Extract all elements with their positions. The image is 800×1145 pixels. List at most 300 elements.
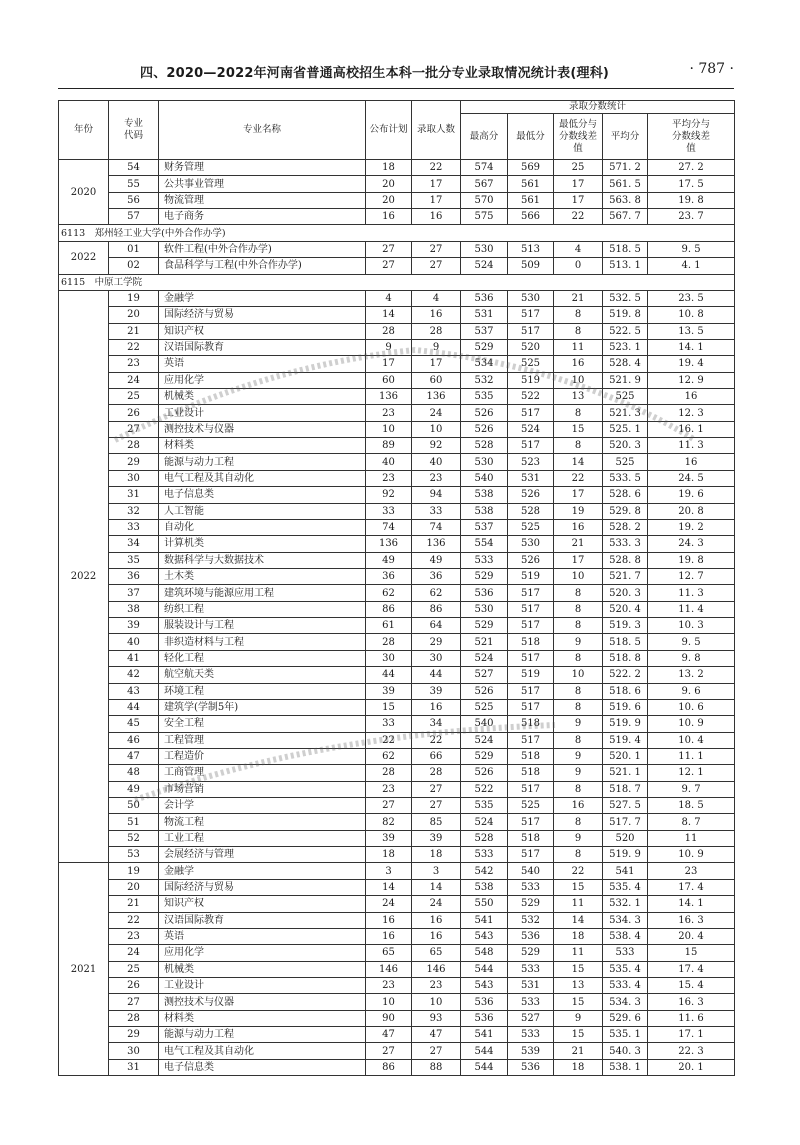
cell-admitted: 27 xyxy=(412,241,461,257)
cell-name: 航空航天类 xyxy=(159,667,366,683)
cell-plan: 86 xyxy=(366,1059,412,1075)
cell-avg-diff: 13. 5 xyxy=(648,323,735,339)
cell-min-diff: 10 xyxy=(554,372,603,388)
cell-plan: 22 xyxy=(366,732,412,748)
cell-code: 26 xyxy=(109,977,159,993)
cell-admitted: 23 xyxy=(412,977,461,993)
cell-avg: 518. 6 xyxy=(603,683,648,699)
cell-avg-diff: 23. 5 xyxy=(648,290,735,306)
cell-avg: 519. 9 xyxy=(603,847,648,863)
table-row xyxy=(59,160,735,176)
cell-name: 自动化 xyxy=(159,519,366,535)
cell-max: 550 xyxy=(461,896,508,912)
cell-avg: 525 xyxy=(603,389,648,405)
header-max: 最高分 xyxy=(461,114,508,160)
cell-avg-diff: 9. 5 xyxy=(648,634,735,650)
table-row xyxy=(59,601,735,617)
cell-admitted: 92 xyxy=(412,438,461,454)
cell-max: 575 xyxy=(461,209,508,225)
cell-plan: 136 xyxy=(366,536,412,552)
cell-min-diff: 16 xyxy=(554,519,603,535)
table-row xyxy=(59,945,735,961)
cell-min: 517 xyxy=(508,781,554,797)
cell-max: 526 xyxy=(461,421,508,437)
cell-avg: 528. 2 xyxy=(603,519,648,535)
cell-avg-diff: 22. 3 xyxy=(648,1043,735,1059)
cell-min: 533 xyxy=(508,1027,554,1043)
cell-min: 522 xyxy=(508,389,554,405)
cell-avg-diff: 10. 4 xyxy=(648,732,735,748)
cell-max: 535 xyxy=(461,389,508,405)
cell-avg: 518. 7 xyxy=(603,781,648,797)
cell-min-diff: 8 xyxy=(554,601,603,617)
cell-admitted: 49 xyxy=(412,552,461,568)
cell-min-diff: 17 xyxy=(554,552,603,568)
cell-max: 526 xyxy=(461,683,508,699)
cell-max: 538 xyxy=(461,879,508,895)
cell-min: 561 xyxy=(508,192,554,208)
cell-avg: 571. 2 xyxy=(603,160,648,176)
cell-code: 31 xyxy=(109,1059,159,1075)
cell-avg-diff: 23. 7 xyxy=(648,209,735,225)
cell-code: 49 xyxy=(109,781,159,797)
cell-min: 540 xyxy=(508,863,554,879)
cell-min-diff: 16 xyxy=(554,356,603,372)
table-row xyxy=(59,1059,735,1075)
cell-avg: 529. 8 xyxy=(603,503,648,519)
page-number: · 787 · xyxy=(689,61,734,77)
cell-admitted: 136 xyxy=(412,389,461,405)
cell-plan: 18 xyxy=(366,847,412,863)
cell-max: 574 xyxy=(461,160,508,176)
table-row xyxy=(59,912,735,928)
cell-avg-diff: 20. 8 xyxy=(648,503,735,519)
cell-code: 47 xyxy=(109,748,159,764)
cell-avg: 567. 7 xyxy=(603,209,648,225)
cell-avg: 518. 5 xyxy=(603,241,648,257)
cell-avg: 522. 2 xyxy=(603,667,648,683)
cell-min-diff: 9 xyxy=(554,830,603,846)
cell-plan: 39 xyxy=(366,683,412,699)
cell-min-diff: 21 xyxy=(554,290,603,306)
cell-min-diff: 8 xyxy=(554,618,603,634)
cell-admitted: 86 xyxy=(412,601,461,617)
header-year: 年份 xyxy=(59,101,109,160)
cell-min-diff: 8 xyxy=(554,405,603,421)
cell-name: 金融学 xyxy=(159,863,366,879)
table-body xyxy=(59,160,735,1076)
cell-avg: 532. 5 xyxy=(603,290,648,306)
cell-code: 33 xyxy=(109,519,159,535)
cell-min: 509 xyxy=(508,258,554,274)
cell-min: 519 xyxy=(508,667,554,683)
cell-max: 536 xyxy=(461,290,508,306)
school-name: 6115 中原工学院 xyxy=(59,274,735,290)
cell-plan: 146 xyxy=(366,961,412,977)
cell-max: 525 xyxy=(461,699,508,715)
table-row xyxy=(59,896,735,912)
cell-plan: 18 xyxy=(366,160,412,176)
cell-max: 533 xyxy=(461,552,508,568)
table-row xyxy=(59,372,735,388)
cell-name: 计算机类 xyxy=(159,536,366,552)
cell-code: 20 xyxy=(109,307,159,323)
cell-avg-diff: 13. 2 xyxy=(648,667,735,683)
cell-plan: 23 xyxy=(366,405,412,421)
cell-max: 540 xyxy=(461,470,508,486)
cell-admitted: 9 xyxy=(412,339,461,355)
table-row xyxy=(59,683,735,699)
cell-plan: 60 xyxy=(366,372,412,388)
cell-avg-diff: 14. 1 xyxy=(648,896,735,912)
cell-avg-diff: 10. 9 xyxy=(648,716,735,732)
cell-code: 27 xyxy=(109,421,159,437)
cell-name: 工程造价 xyxy=(159,748,366,764)
cell-admitted: 85 xyxy=(412,814,461,830)
cell-avg-diff: 11. 6 xyxy=(648,1010,735,1026)
table-row xyxy=(59,356,735,372)
cell-admitted: 66 xyxy=(412,748,461,764)
cell-max: 538 xyxy=(461,487,508,503)
cell-min: 530 xyxy=(508,536,554,552)
cell-min-diff: 8 xyxy=(554,585,603,601)
cell-avg-diff: 10. 6 xyxy=(648,699,735,715)
cell-plan: 10 xyxy=(366,421,412,437)
cell-admitted: 39 xyxy=(412,830,461,846)
cell-avg-diff: 14. 1 xyxy=(648,339,735,355)
school-row xyxy=(59,274,735,290)
cell-min: 526 xyxy=(508,552,554,568)
table-row xyxy=(59,830,735,846)
cell-code: 42 xyxy=(109,667,159,683)
cell-admitted: 27 xyxy=(412,258,461,274)
cell-min-diff: 8 xyxy=(554,438,603,454)
cell-avg: 520. 3 xyxy=(603,438,648,454)
cell-name: 食品科学与工程(中外合作办学) xyxy=(159,258,366,274)
page-title: 四、2020—2022年河南省普通高校招生本科一批分专业录取情况统计表(理科) xyxy=(140,66,610,81)
table-row xyxy=(59,699,735,715)
header-code-text: 专业代码 xyxy=(123,118,143,141)
cell-name: 电子信息类 xyxy=(159,1059,366,1075)
cell-max: 543 xyxy=(461,928,508,944)
cell-avg-diff: 12. 3 xyxy=(648,405,735,421)
cell-name: 知识产权 xyxy=(159,896,366,912)
table-row xyxy=(59,1043,735,1059)
cell-avg-diff: 19. 8 xyxy=(648,552,735,568)
cell-min: 530 xyxy=(508,290,554,306)
cell-plan: 74 xyxy=(366,519,412,535)
table-row xyxy=(59,241,735,257)
table-row xyxy=(59,258,735,274)
cell-min: 533 xyxy=(508,994,554,1010)
cell-admitted: 30 xyxy=(412,650,461,666)
cell-min: 517 xyxy=(508,847,554,863)
cell-min-diff: 15 xyxy=(554,421,603,437)
cell-avg: 518. 5 xyxy=(603,634,648,650)
cell-code: 22 xyxy=(109,912,159,928)
table-row xyxy=(59,667,735,683)
cell-min-diff: 25 xyxy=(554,160,603,176)
table-row xyxy=(59,290,735,306)
cell-avg: 561. 5 xyxy=(603,176,648,192)
cell-avg: 541 xyxy=(603,863,648,879)
cell-code: 40 xyxy=(109,634,159,650)
cell-code: 39 xyxy=(109,618,159,634)
cell-min: 519 xyxy=(508,372,554,388)
cell-plan: 17 xyxy=(366,356,412,372)
cell-admitted: 27 xyxy=(412,1043,461,1059)
cell-min: 518 xyxy=(508,765,554,781)
cell-admitted: 60 xyxy=(412,372,461,388)
cell-plan: 36 xyxy=(366,568,412,584)
cell-admitted: 44 xyxy=(412,667,461,683)
cell-admitted: 40 xyxy=(412,454,461,470)
cell-name: 电气工程及其自动化 xyxy=(159,470,366,486)
cell-plan: 16 xyxy=(366,209,412,225)
cell-min: 517 xyxy=(508,699,554,715)
cell-min-diff: 8 xyxy=(554,781,603,797)
cell-plan: 86 xyxy=(366,601,412,617)
cell-max: 528 xyxy=(461,438,508,454)
cell-admitted: 27 xyxy=(412,781,461,797)
cell-code: 24 xyxy=(109,372,159,388)
cell-name: 英语 xyxy=(159,356,366,372)
cell-max: 567 xyxy=(461,176,508,192)
cell-min: 517 xyxy=(508,601,554,617)
cell-avg: 563. 8 xyxy=(603,192,648,208)
cell-max: 530 xyxy=(461,241,508,257)
cell-avg: 518. 8 xyxy=(603,650,648,666)
cell-min-diff: 14 xyxy=(554,454,603,470)
cell-name: 英语 xyxy=(159,928,366,944)
cell-min: 519 xyxy=(508,568,554,584)
cell-code: 38 xyxy=(109,601,159,617)
cell-admitted: 29 xyxy=(412,634,461,650)
cell-min-diff: 10 xyxy=(554,667,603,683)
cell-avg-diff: 20. 4 xyxy=(648,928,735,944)
cell-admitted: 16 xyxy=(412,699,461,715)
cell-min-diff: 17 xyxy=(554,487,603,503)
cell-plan: 23 xyxy=(366,781,412,797)
cell-plan: 16 xyxy=(366,928,412,944)
cell-avg: 534. 3 xyxy=(603,912,648,928)
cell-admitted: 34 xyxy=(412,716,461,732)
cell-avg: 535. 4 xyxy=(603,879,648,895)
cell-max: 534 xyxy=(461,356,508,372)
cell-avg: 534. 3 xyxy=(603,994,648,1010)
cell-min-diff: 9 xyxy=(554,716,603,732)
cell-code: 57 xyxy=(109,209,159,225)
cell-avg: 521. 3 xyxy=(603,405,648,421)
cell-min: 518 xyxy=(508,748,554,764)
cell-name: 非织造材料与工程 xyxy=(159,634,366,650)
cell-min-diff: 9 xyxy=(554,765,603,781)
cell-code: 30 xyxy=(109,1043,159,1059)
cell-min-diff: 4 xyxy=(554,241,603,257)
cell-plan: 39 xyxy=(366,830,412,846)
cell-max: 537 xyxy=(461,323,508,339)
cell-admitted: 33 xyxy=(412,503,461,519)
cell-max: 554 xyxy=(461,536,508,552)
header-name: 专业名称 xyxy=(159,101,366,160)
cell-min-diff: 14 xyxy=(554,912,603,928)
cell-name: 土木类 xyxy=(159,568,366,584)
cell-admitted: 27 xyxy=(412,798,461,814)
cell-code: 02 xyxy=(109,258,159,274)
cell-avg-diff: 27. 2 xyxy=(648,160,735,176)
cell-min-diff: 18 xyxy=(554,1059,603,1075)
cell-code: 31 xyxy=(109,487,159,503)
cell-min: 529 xyxy=(508,945,554,961)
cell-avg: 529. 6 xyxy=(603,1010,648,1026)
cell-avg-diff: 16. 3 xyxy=(648,994,735,1010)
cell-avg-diff: 9. 5 xyxy=(648,241,735,257)
cell-avg: 533 xyxy=(603,945,648,961)
cell-code: 44 xyxy=(109,699,159,715)
cell-min-diff: 8 xyxy=(554,847,603,863)
table-row xyxy=(59,650,735,666)
cell-avg-diff: 17. 5 xyxy=(648,176,735,192)
header-admitted: 录取人数 xyxy=(412,101,461,160)
cell-name: 电子信息类 xyxy=(159,487,366,503)
cell-avg: 540. 3 xyxy=(603,1043,648,1059)
cell-avg-diff: 4. 1 xyxy=(648,258,735,274)
cell-avg-diff: 17. 4 xyxy=(648,961,735,977)
cell-avg-diff: 11. 3 xyxy=(648,438,735,454)
cell-plan: 65 xyxy=(366,945,412,961)
cell-plan: 33 xyxy=(366,716,412,732)
cell-max: 548 xyxy=(461,945,508,961)
cell-admitted: 16 xyxy=(412,912,461,928)
cell-avg: 532. 1 xyxy=(603,896,648,912)
cell-avg: 521. 9 xyxy=(603,372,648,388)
cell-max: 542 xyxy=(461,863,508,879)
cell-max: 530 xyxy=(461,601,508,617)
cell-avg-diff: 11. 3 xyxy=(648,585,735,601)
header-rule xyxy=(58,88,734,89)
cell-min-diff: 9 xyxy=(554,1010,603,1026)
cell-name: 国际经济与贸易 xyxy=(159,307,366,323)
cell-max: 522 xyxy=(461,781,508,797)
cell-min: 517 xyxy=(508,323,554,339)
cell-avg: 513. 1 xyxy=(603,258,648,274)
cell-plan: 10 xyxy=(366,994,412,1010)
cell-min-diff: 8 xyxy=(554,307,603,323)
cell-plan: 14 xyxy=(366,879,412,895)
cell-min-diff: 13 xyxy=(554,977,603,993)
cell-plan: 136 xyxy=(366,389,412,405)
cell-plan: 27 xyxy=(366,1043,412,1059)
table-row xyxy=(59,879,735,895)
cell-code: 36 xyxy=(109,568,159,584)
cell-min: 524 xyxy=(508,421,554,437)
cell-max: 524 xyxy=(461,650,508,666)
cell-avg: 538. 1 xyxy=(603,1059,648,1075)
cell-min-diff: 11 xyxy=(554,896,603,912)
school-row xyxy=(59,225,735,241)
cell-avg-diff: 12. 7 xyxy=(648,568,735,584)
cell-max: 524 xyxy=(461,732,508,748)
cell-plan: 28 xyxy=(366,634,412,650)
cell-min: 517 xyxy=(508,438,554,454)
cell-min: 532 xyxy=(508,912,554,928)
cell-min: 518 xyxy=(508,634,554,650)
cell-admitted: 16 xyxy=(412,307,461,323)
cell-plan: 28 xyxy=(366,765,412,781)
cell-code: 23 xyxy=(109,356,159,372)
cell-avg-diff: 9. 8 xyxy=(648,650,735,666)
cell-max: 526 xyxy=(461,765,508,781)
cell-avg-diff: 11 xyxy=(648,830,735,846)
table-row xyxy=(59,307,735,323)
cell-avg-diff: 12. 1 xyxy=(648,765,735,781)
cell-min-diff: 13 xyxy=(554,389,603,405)
cell-admitted: 65 xyxy=(412,945,461,961)
cell-min: 539 xyxy=(508,1043,554,1059)
cell-admitted: 17 xyxy=(412,192,461,208)
cell-max: 540 xyxy=(461,716,508,732)
table-row xyxy=(59,487,735,503)
table-row xyxy=(59,519,735,535)
cell-name: 国际经济与贸易 xyxy=(159,879,366,895)
table-row xyxy=(59,748,735,764)
cell-avg-diff: 15. 4 xyxy=(648,977,735,993)
table-row xyxy=(59,961,735,977)
cell-code: 25 xyxy=(109,961,159,977)
table-row xyxy=(59,192,735,208)
cell-name: 知识产权 xyxy=(159,323,366,339)
cell-plan: 15 xyxy=(366,699,412,715)
cell-min: 536 xyxy=(508,1059,554,1075)
cell-min-diff: 0 xyxy=(554,258,603,274)
cell-plan: 14 xyxy=(366,307,412,323)
cell-admitted: 39 xyxy=(412,683,461,699)
header-score-group: 录取分数统计 xyxy=(461,101,735,114)
cell-max: 521 xyxy=(461,634,508,650)
cell-avg-diff: 15 xyxy=(648,945,735,961)
cell-avg-diff: 10. 8 xyxy=(648,307,735,323)
cell-name: 物流工程 xyxy=(159,814,366,830)
cell-plan: 82 xyxy=(366,814,412,830)
cell-name: 应用化学 xyxy=(159,945,366,961)
cell-plan: 27 xyxy=(366,258,412,274)
cell-min: 528 xyxy=(508,503,554,519)
cell-min-diff: 22 xyxy=(554,863,603,879)
cell-min: 525 xyxy=(508,519,554,535)
cell-name: 物流管理 xyxy=(159,192,366,208)
cell-avg-diff: 19. 4 xyxy=(648,356,735,372)
cell-admitted: 93 xyxy=(412,1010,461,1026)
cell-name: 工业设计 xyxy=(159,977,366,993)
cell-min: 531 xyxy=(508,470,554,486)
table-row xyxy=(59,928,735,944)
cell-plan: 9 xyxy=(366,339,412,355)
cell-max: 544 xyxy=(461,1059,508,1075)
cell-plan: 27 xyxy=(366,241,412,257)
cell-avg-diff: 24. 3 xyxy=(648,536,735,552)
table-row xyxy=(59,634,735,650)
cell-min: 561 xyxy=(508,176,554,192)
table-row xyxy=(59,781,735,797)
cell-min: 526 xyxy=(508,487,554,503)
cell-code: 43 xyxy=(109,683,159,699)
cell-min-diff: 18 xyxy=(554,928,603,944)
cell-avg: 535. 1 xyxy=(603,1027,648,1043)
table-row xyxy=(59,977,735,993)
cell-avg: 528. 4 xyxy=(603,356,648,372)
table-row xyxy=(59,994,735,1010)
cell-min: 536 xyxy=(508,928,554,944)
